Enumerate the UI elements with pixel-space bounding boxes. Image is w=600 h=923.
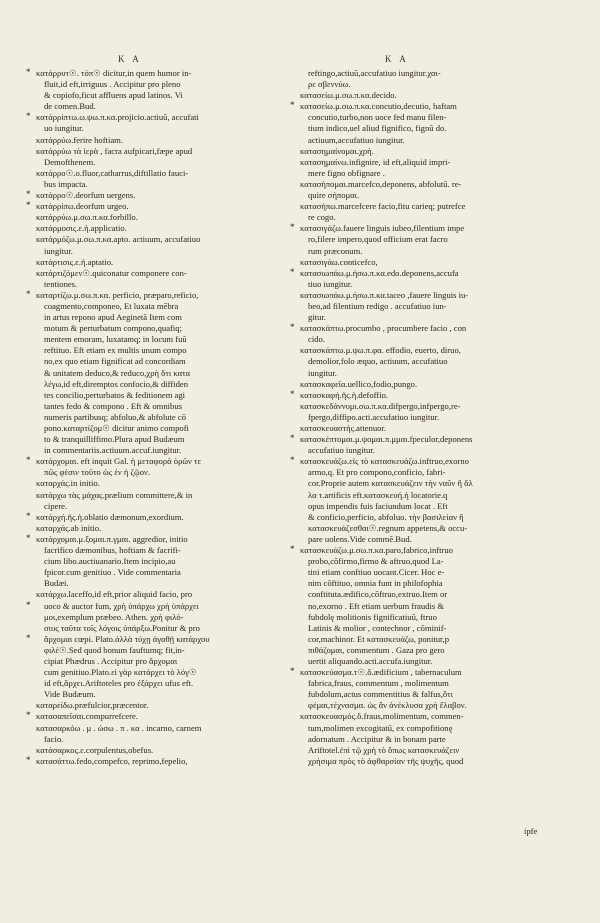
line-text: κατάρχω.laceffo,id eft,prior aliquid facio, pro: [36, 589, 193, 600]
text-line: [36, 168, 288, 179]
line-text: φέμαι,τέχνασμα. ὡς ἂν ἀνέκλυσα χρὴ ἔλαβον.: [308, 700, 467, 711]
line-text: uo iungitur.: [44, 123, 84, 134]
text-line: [36, 467, 288, 478]
text-line: [300, 601, 570, 612]
line-text: cor,machinor. Et κατασκευάζω, ponitur,p: [308, 633, 450, 644]
text-line: [36, 268, 288, 279]
text-line: [300, 612, 570, 623]
line-text: κατασκεύασμα.τ☉.ὄ.ædificium , tabernaculum: [300, 667, 462, 678]
line-text: fluit,id eft,irriguus . Accipitur pro pleno: [44, 79, 181, 90]
text-line: [36, 412, 288, 423]
text-line: [36, 523, 288, 534]
catchword: ipfe: [524, 826, 538, 836]
line-text: κατάρμόζω.μ.σω.π.κα.apto. actiuum, accufatiuo: [36, 234, 201, 245]
text-line: [36, 345, 288, 356]
text-line: [290, 388, 570, 401]
text-line: [300, 490, 570, 501]
line-text: no,exorno . Eft etiam uerbum fraudis &: [308, 600, 445, 611]
text-line: [36, 212, 288, 223]
line-text: πῶς φέσιν τοῦτο ὡς ἐν ἡ ζῷον.: [44, 467, 151, 478]
line-text: tentiones.: [44, 278, 78, 289]
line-text: adornatum . Accipitur & in bonam parte: [308, 733, 446, 744]
line-text: no,ex quo etiam fignificat ad concordiam: [44, 356, 186, 367]
asterisk-mark: *: [26, 510, 31, 521]
line-text: κατασήπομαι.marcefco,deponens, abfolutū. re-: [300, 178, 462, 189]
text-line: [36, 545, 288, 556]
line-text: κατασιωπάω.μ.ήσω.π.κα.taceo ,fauere linguis iu-: [300, 289, 469, 300]
line-text: κατάρρυτ☉. τόπ☉ dicitur,in quem humor in-: [36, 68, 192, 78]
text-line: [300, 700, 570, 711]
text-line: [300, 79, 570, 90]
text-line: [36, 301, 288, 312]
text-line: [300, 534, 570, 545]
text-line: [300, 179, 570, 190]
asterisk-mark: *: [290, 222, 295, 233]
text-line: [36, 368, 288, 379]
line-text: nim cōftituo, omnia funt in philofophia: [308, 578, 443, 589]
text-line: [26, 710, 288, 722]
line-text: concutio,turbo,non uoce fed manu filen-: [308, 112, 447, 123]
line-text: καταρχάς.in initio.: [36, 478, 100, 489]
asterisk-mark: *: [290, 666, 295, 677]
asterisk-mark: *: [26, 288, 31, 299]
text-line: [300, 512, 570, 523]
line-text: & conficio,perficio, abfoluo. τὴν βασιλείαν ἤ: [308, 511, 464, 522]
text-line: [300, 90, 570, 101]
text-line: [36, 689, 288, 700]
line-text: uertit aliquando.acti.accufa.iungitur.: [308, 655, 433, 666]
asterisk-mark: *: [290, 544, 295, 555]
line-text: in commentariis.actiuum.accuf.iungitur.: [44, 445, 182, 456]
line-text: κατασκευάζω.μ.σω.π.κα.paro,fabrico,inftruo: [300, 545, 453, 556]
asterisk-mark: *: [26, 599, 31, 610]
text-line: [300, 656, 570, 667]
text-line: [36, 589, 288, 600]
text-line: [36, 656, 288, 667]
line-text: cor.Proprie autem κατασκευάζειν τὴν ναῦν ἢ ἄλ: [308, 478, 473, 489]
line-text: tium indico,uel aliud fignifico, fignū do.: [308, 123, 447, 134]
text-line: [300, 345, 570, 356]
line-text: κατασαρκόω . μ . ώσω . π . κα . incarno, carnem: [36, 722, 202, 733]
text-line: [300, 745, 570, 756]
line-text: Latinis & molior , contechnor , cōminif-: [308, 622, 447, 633]
text-line: [300, 567, 570, 578]
line-text: iungitur.: [308, 367, 337, 378]
line-text: κατασκευάζω.εἰς τὸ κατασκευάζω.inftruo,exorno: [300, 456, 469, 467]
line-text: pare uolens.Vide commē.Bud.: [308, 533, 412, 544]
text-line: [36, 312, 288, 323]
line-text: gitur.: [308, 312, 326, 323]
line-text: in artus repono apud Aeginetā Item com: [44, 312, 182, 323]
line-text: reftituo. Eft etiam ex multis unum compo: [44, 345, 187, 356]
line-text: actiuum,accufatiuo iungitur.: [308, 134, 405, 145]
line-text: κατάρρο☉.deorfum uergens.: [36, 190, 136, 201]
asterisk-mark: *: [26, 632, 31, 643]
line-text: numeris partibusq; abfoluo,& abfolute cō: [44, 411, 187, 422]
line-text: κατασκέπτομαι.μ.ψομαι.π.μμαι.fpeculor,deponens: [300, 434, 473, 445]
line-text: opus impendis fuis faciundum locat . Eft: [308, 500, 448, 511]
text-line: [26, 189, 288, 201]
text-line: [290, 666, 570, 678]
text-line: [300, 689, 570, 700]
asterisk-mark: *: [290, 433, 295, 444]
text-line: [290, 322, 570, 334]
right-column: [290, 68, 570, 767]
line-text: κατασκάπτω.μ.ψω.π.φα. effodio, euerto, diruo,: [300, 345, 461, 356]
text-line: [36, 434, 288, 445]
line-text: κατασημαίνομαι.χρὴ.: [300, 145, 374, 156]
line-text: tum,molimen excogitatū, ex compofitionę: [308, 722, 453, 733]
line-text: κατασκευαστὴς.attenuor.: [300, 423, 387, 433]
line-text: fubdolę molitionis fignificatiuū, ftruo: [308, 611, 437, 622]
line-text: ρε σβεννύω.: [308, 79, 351, 90]
line-text: κατασημαίνω.infignire, id eft,aliquid impri-: [300, 156, 451, 167]
text-line: [36, 723, 288, 734]
asterisk-mark: *: [26, 189, 31, 200]
text-line: [36, 556, 288, 567]
line-text: κατάρχομαι.μ.ξομαι.π.γμαι. aggredior, initio: [36, 533, 188, 544]
text-line: [36, 490, 288, 501]
running-header-right: K A: [385, 54, 409, 64]
text-line: [36, 501, 288, 512]
text-line: [36, 667, 288, 678]
line-text: beo,ad filentium redigo . accufatiuo iun-: [308, 300, 447, 311]
line-text: κατάρρύω.μ.σω.π.κα.forbillo.: [36, 212, 138, 223]
line-text: bus impacta.: [44, 178, 88, 189]
text-line: [36, 123, 288, 134]
line-text: κατασιγάζω.fauere linguis iubeo,filentium impe: [300, 223, 465, 234]
text-line: [36, 135, 288, 146]
text-line: [290, 266, 570, 279]
asterisk-mark: *: [26, 754, 31, 765]
text-line: [26, 200, 288, 212]
line-text: & unitatem deduco,& reduco,χρὴ ὅτι κατα: [44, 367, 191, 378]
line-text: demolior,folo æquo, actiuum, accufatiuo: [308, 356, 448, 367]
text-line: [300, 467, 570, 478]
text-line: [36, 234, 288, 245]
text-line: [300, 523, 570, 534]
text-line: [300, 734, 570, 745]
asterisk-mark: *: [26, 67, 31, 77]
text-line: [300, 290, 570, 301]
asterisk-mark: *: [26, 710, 31, 721]
text-line: [300, 634, 570, 645]
text-line: [300, 135, 570, 146]
line-text: χρήσιμα πρὸς τὸ ἀφθαρσίαν τῆς ψυχῆς, quod: [308, 755, 464, 766]
left-column: [26, 67, 288, 767]
line-text: cipiat Phædrus . Accipitur pro ἄρχομαι: [44, 655, 178, 666]
line-text: κατάρχομαι. eft inquit Gal. ἡ μεταφορᾶ ὁρῶν τε: [36, 456, 202, 467]
line-text: cum genitiuo.Plato.εἰ γὰρ κατάρχει τὸ λόγ☉: [44, 667, 197, 678]
text-line: [36, 179, 288, 190]
line-text: Ariftotel.ἐπὶ τῷ χρὴ τὸ ὅπως κατασκευάζειν: [308, 744, 460, 755]
text-line: [300, 257, 570, 268]
running-header-left: K A: [118, 54, 142, 64]
line-text: κατάρμοσις.ε.ἡ.applicatio.: [36, 223, 127, 234]
line-text: κατασκεδάννυμι.σω.π.κα.difpergo,infpergo,re-: [300, 400, 461, 411]
text-line: [36, 423, 288, 434]
text-line: [36, 700, 288, 711]
text-line: [290, 433, 570, 445]
line-text: rum præconum.: [308, 245, 363, 256]
line-text: tini etiam conftiuo uocant.Cicer. Hoc e-: [308, 567, 445, 578]
text-line: [26, 288, 288, 301]
text-line: [26, 599, 288, 612]
text-line: [300, 356, 570, 367]
line-text: fubdolum,actus commentitius & falfus,ὅτι: [308, 689, 453, 700]
line-text: cipere.: [44, 500, 68, 511]
line-text: accufatiuo iungitur.: [308, 445, 375, 456]
text-line: [300, 756, 570, 767]
text-line: [300, 334, 570, 345]
text-line: [36, 623, 288, 634]
text-line: [36, 645, 288, 656]
text-line: [300, 589, 570, 600]
line-text: quire σήπομαι.: [308, 190, 360, 201]
line-text: tes concilio,perturbatos & feditionem agi: [44, 389, 186, 400]
text-line: [36, 157, 288, 168]
asterisk-mark: *: [290, 455, 295, 466]
text-line: [36, 612, 288, 623]
text-line: [300, 368, 570, 379]
line-text: facio.: [44, 733, 64, 744]
text-line: [300, 401, 570, 412]
line-text: re cogo.: [308, 212, 336, 223]
text-line: [26, 632, 288, 645]
line-text: κατασκαφή.ῆς.ἡ.defoffio.: [300, 389, 389, 400]
text-line: [300, 168, 570, 179]
line-text: κατασείω.μ.σω.π.κα.concutio,decutio, haftam: [300, 101, 457, 112]
line-text: coagmento,componeo, Et luxata mēbra: [44, 300, 179, 311]
text-line: [300, 556, 570, 567]
text-line: [300, 678, 570, 689]
text-line: [36, 478, 288, 489]
text-line: [300, 246, 570, 257]
text-line: [36, 79, 288, 90]
line-text: λα τ.artificis eft.κατασκευή.ἡ locatorie.q: [308, 489, 448, 500]
text-line: [26, 455, 288, 467]
text-line: [26, 67, 288, 79]
asterisk-mark: *: [290, 266, 295, 277]
text-line: [300, 478, 570, 489]
line-text: κατάρρύω τὰ ἱερὰ , facra aufpicari,fæpe apud: [36, 145, 193, 156]
text-line: [300, 201, 570, 212]
line-text: reftingo,actiuū,accufatiuo iungitur.χαι-: [308, 68, 441, 78]
line-text: σιυς ταῦτα τοῖς λόγοις ὑπάρξω.Ponitur & pro: [44, 622, 200, 633]
asterisk-mark: *: [26, 111, 31, 122]
line-text: Vide Budæum.: [44, 689, 96, 700]
text-line: [36, 223, 288, 234]
text-line: [36, 379, 288, 390]
text-line: [300, 146, 570, 157]
line-text: to & tranquilliffimo.Plura apud Budæum: [44, 434, 185, 445]
text-line: [300, 423, 570, 434]
text-line: [36, 334, 288, 345]
text-line: [300, 279, 570, 290]
line-text: λέγω,id eft,diremptos confocio,& diffiden: [44, 378, 189, 389]
line-text: κατάρρύω.ferire hoftiam.: [36, 134, 123, 145]
line-text: κατάρχή.ῆς.ἡ.oblatio dæmonum,exordium.: [36, 511, 184, 522]
line-text: κατασήπω.marcefcere facio,fitu carieq; putrefce: [300, 201, 466, 212]
text-line: [36, 445, 288, 456]
line-text: armo,q. Et pro compono,conficio, fabri-: [308, 467, 446, 478]
line-text: κατάρρίπτω.ω.ψω.π.κα.projicio.actiuū, accufati: [36, 112, 199, 123]
line-text: tiuo iungitur.: [308, 278, 353, 289]
text-line: [300, 379, 570, 390]
line-text: iungitur.: [44, 245, 73, 256]
line-text: cido.: [308, 334, 325, 345]
text-line: [36, 678, 288, 689]
line-text: κατάρχω τὰς μάχας.prælium committere,& in: [36, 489, 193, 500]
line-text: κατασιγάω.conticefco,: [300, 256, 378, 267]
line-text: καταρείδω.præfulcior,præcentor.: [36, 700, 149, 711]
line-text: de comen.Bud.: [44, 101, 96, 112]
line-text: Demofthenem.: [44, 156, 96, 167]
text-line: [36, 745, 288, 756]
line-text: tantes fedo & compono . Eft & omnibus: [44, 400, 182, 411]
asterisk-mark: *: [26, 532, 31, 543]
text-line: [26, 754, 288, 767]
text-line: [300, 711, 570, 722]
line-text: κατασκευάζεσθαι☉.regnum appetens,& occu-: [308, 522, 468, 533]
text-line: [300, 301, 570, 312]
text-line: [36, 146, 288, 157]
line-text: ἄρχομαι cœpi. Plato.ἀλλὰ τύχῃ ἀγαθῇ κατάρχου: [44, 633, 210, 644]
text-line: [290, 544, 570, 556]
asterisk-mark: *: [290, 100, 295, 111]
line-text: pono.καταρτίζομ☉ dicitur animo compofi: [44, 423, 189, 433]
text-line: [26, 532, 288, 545]
text-line: [300, 312, 570, 323]
text-line: [36, 257, 288, 268]
line-text: mere figno obfignare .: [308, 167, 385, 178]
line-text: motum & perturbatum compono,quafiq;: [44, 323, 182, 334]
text-line: [36, 279, 288, 290]
text-line: [36, 356, 288, 367]
line-text: uoco & auctor fum, χρὴ ὑπάρχω χρὴ ὑπάρχει: [44, 600, 199, 611]
text-line: [36, 567, 288, 578]
line-text: conftituta.ædifico,cōftruo,extruo.Item or: [308, 589, 448, 600]
asterisk-mark: *: [26, 455, 31, 466]
text-line: [36, 390, 288, 401]
text-line: [300, 578, 570, 589]
line-text: ro,filere impero,quod officium erat facro: [308, 234, 448, 245]
line-text: id eft,ἄρχει.Ariftoteles pro ἐξάρχει ufus eft.: [44, 678, 194, 689]
text-line: [300, 234, 570, 245]
line-text: κατασείω.μ.σω.π.κα.decido.: [300, 90, 397, 101]
text-line: [36, 323, 288, 334]
text-line: [300, 723, 570, 734]
line-text: & copiofo,ficut affluens apud latinos. Vi: [44, 90, 183, 101]
text-line: [36, 734, 288, 745]
line-text: mentem emoram, luxatamq; in locum fuū: [44, 334, 187, 345]
line-text: κατασκάπτω.procumbo , procumbere facio , con: [300, 323, 467, 334]
line-text: cium libo.auctiuanario.Item incipio,au: [44, 556, 176, 567]
text-line: [300, 190, 570, 201]
line-text: facrifico dæmonibus, hoftiam & facrifi-: [44, 545, 181, 556]
line-text: κατάρτισις.ε.ἡ.aptatio.: [36, 256, 114, 267]
line-text: καταρχάς.ab initio.: [36, 522, 102, 533]
line-text: πιθάζομαι, commentum . Gaza pro gero: [308, 644, 445, 655]
line-text: κατασαπεῖσαι.compurrefcere.: [36, 711, 138, 722]
line-text: κατασιωπάω.μ.ήσω.π.κα.edo.deponens,accufa: [300, 267, 459, 278]
text-line: [300, 623, 570, 634]
asterisk-mark: *: [26, 200, 31, 211]
text-line: [36, 90, 288, 101]
line-text: κατασάττω.fedo,compefco, reprimo,fepelio,: [36, 755, 188, 766]
line-text: κατάσαρκος.ε.corpulentus,obefus.: [36, 744, 154, 755]
text-line: [26, 111, 288, 123]
text-line: [290, 455, 570, 467]
text-line: [300, 68, 570, 79]
text-line: [300, 123, 570, 134]
line-text: κατασκευασμός.ὄ.fraus,molimentum, commen-: [300, 711, 464, 722]
line-text: μοι,exemplum præbeo. Athen. χρὴ φιλό-: [44, 611, 184, 622]
text-line: [36, 101, 288, 112]
text-line: [300, 645, 570, 656]
line-text: Budæi.: [44, 578, 69, 589]
line-text: fpergo,diffipo.acti.accufatiuo iungitur.: [308, 411, 440, 422]
line-text: fabrica,fraus, commentum , molimentum: [308, 678, 449, 689]
line-text: κατασκαφεῖα.uellico,fodio,pungo.: [300, 378, 418, 389]
line-text: probo,cōfirmo,firmo & aftruo,quod La-: [308, 556, 444, 567]
line-text: fpicor.cum genitiuo . Vide commentaria: [44, 567, 181, 578]
text-line: [290, 100, 570, 112]
text-line: [26, 510, 288, 523]
text-line: [300, 157, 570, 168]
text-line: [300, 501, 570, 512]
text-line: [36, 246, 288, 257]
text-line: [300, 445, 570, 456]
text-line: [300, 412, 570, 423]
asterisk-mark: *: [290, 388, 295, 399]
text-line: [300, 112, 570, 123]
text-line: [300, 212, 570, 223]
line-text: καταρτίζω.μ.σω.π.κα. perficio, præparo,reficio,: [36, 289, 199, 300]
text-line: [36, 401, 288, 412]
text-line: [36, 578, 288, 589]
asterisk-mark: *: [290, 322, 295, 333]
line-text: κατάρτιζόμεν☉.quiconatur componere con-: [36, 267, 187, 278]
text-line: [290, 222, 570, 234]
line-text: φιλέ☉.Sed quod bonum fauftumq; fit,in-: [44, 644, 185, 655]
line-text: κατάρρίπω.deorfum urgeo.: [36, 201, 129, 212]
line-text: κατάρρο☉.ο.fluor,catharrus,diftillatio fauci-: [36, 167, 189, 178]
